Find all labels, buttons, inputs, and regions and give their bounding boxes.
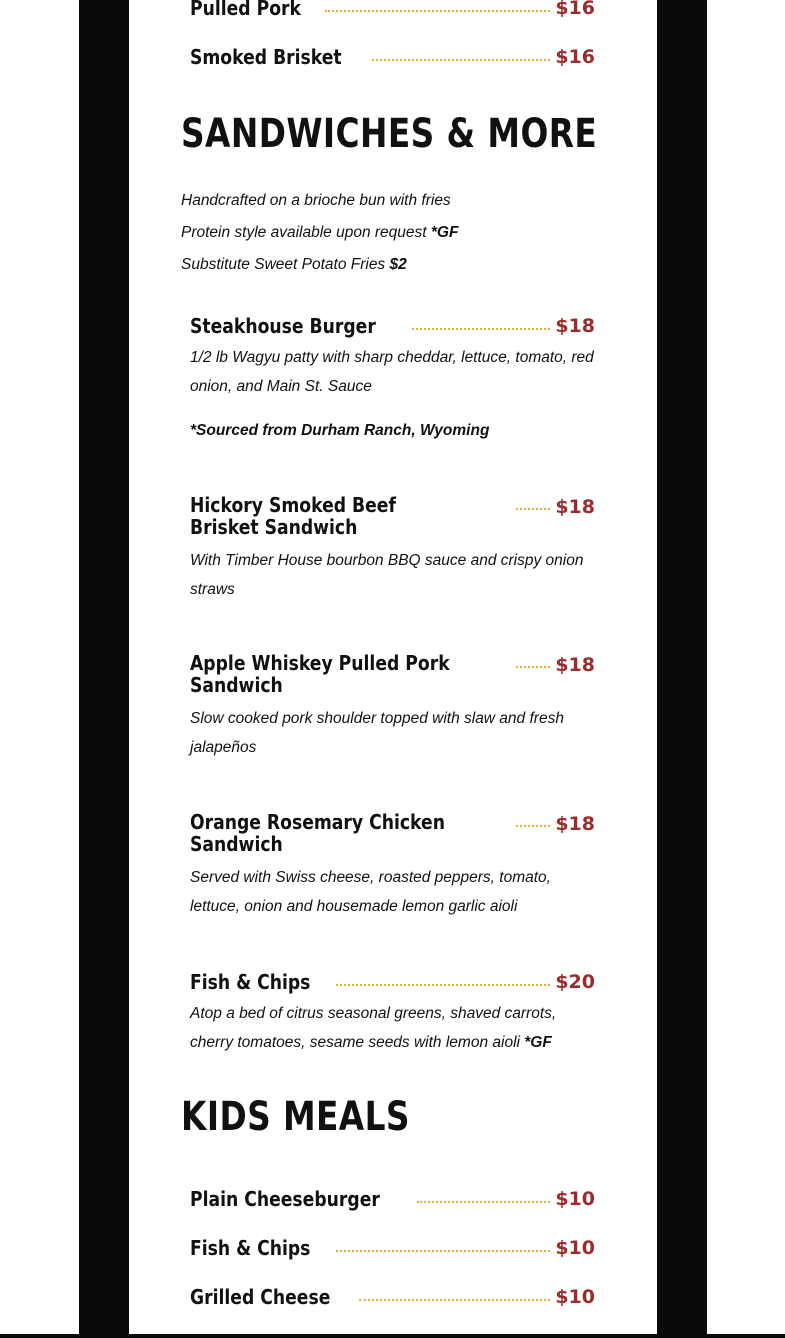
item-description: Atop a bed of citrus seasonal greens, shaved carrots, cherry tomatoes, sesame seeds with lemon aioli *GF	[190, 1005, 557, 1051]
item-price: $10	[555, 1188, 595, 1210]
item-price: $10	[555, 1286, 595, 1308]
item-price: $18	[555, 813, 595, 835]
item-description: Served with Swiss cheese, roasted peppers, tomato, lettuce, onion and housemade lemon garlic aioli	[190, 869, 551, 915]
dot-leader	[336, 984, 550, 986]
section-title-sandwiches: SANDWICHES & MORE	[181, 111, 598, 157]
menu-item-pulled-pork-sandwich	[190, 652, 595, 696]
menu-item-brisket-sandwich	[190, 494, 595, 538]
item-name: Plain Cheeseburger	[190, 1187, 380, 1211]
menu-item-plain-cheeseburger	[190, 1179, 595, 1209]
dot-leader	[412, 328, 550, 330]
item-name: Hickory Smoked Beef Brisket Sandwich	[190, 493, 396, 539]
item-price: $16	[555, 46, 595, 68]
item-price: $10	[555, 1237, 595, 1259]
menu-item-steakhouse-burger	[190, 306, 595, 336]
menu-item-grilled-cheese	[190, 1277, 595, 1307]
item-price: $18	[555, 496, 595, 518]
menu-item-pulled-pork	[190, 0, 595, 18]
item-name: Grilled Cheese	[190, 1285, 331, 1309]
item-price: $16	[555, 0, 595, 19]
intro-line: Handcrafted on a brioche bun with fries	[181, 192, 451, 209]
item-price: $18	[555, 315, 595, 337]
dot-leader	[359, 1299, 550, 1301]
item-description: 1/2 lb Wagyu patty with sharp cheddar, lettuce, tomato, red onion, and Main St. Sauce	[190, 349, 594, 395]
item-name: Orange Rosemary Chicken Sandwich	[190, 810, 445, 856]
bottom-rule	[0, 1334, 785, 1338]
dot-leader	[325, 10, 550, 12]
item-name: Steakhouse Burger	[190, 314, 376, 338]
item-name: Pulled Pork	[190, 0, 301, 20]
dot-leader	[516, 666, 550, 668]
item-name: Apple Whiskey Pulled Pork Sandwich	[190, 651, 450, 697]
menu-item-smoked-brisket	[190, 37, 595, 67]
intro-line: Substitute Sweet Potato Fries $2	[181, 256, 407, 273]
item-price: $20	[555, 971, 595, 993]
menu-item-chicken-sandwich	[190, 811, 595, 855]
dot-leader	[516, 825, 550, 827]
dot-leader	[417, 1201, 551, 1203]
dot-leader	[372, 59, 550, 61]
intro-line: Protein style available upon request *GF	[181, 224, 459, 241]
item-name: Smoked Brisket	[190, 45, 342, 69]
dot-leader	[516, 508, 550, 510]
item-name: Fish & Chips	[190, 1236, 311, 1260]
item-price: $18	[555, 654, 595, 676]
menu-item-fish-and-chips	[190, 962, 595, 992]
menu-item-kids-fish-and-chips	[190, 1228, 595, 1258]
item-description: Slow cooked pork shoulder topped with slaw and fresh jalapeños	[190, 710, 564, 756]
dot-leader	[336, 1250, 550, 1252]
item-name: Fish & Chips	[190, 970, 311, 994]
item-description: With Timber House bourbon BBQ sauce and crispy onion straws	[190, 552, 584, 598]
section-title-kids: KIDS MEALS	[181, 1094, 410, 1140]
sourcing-note: *Sourced from Durham Ranch, Wyoming	[190, 422, 490, 439]
